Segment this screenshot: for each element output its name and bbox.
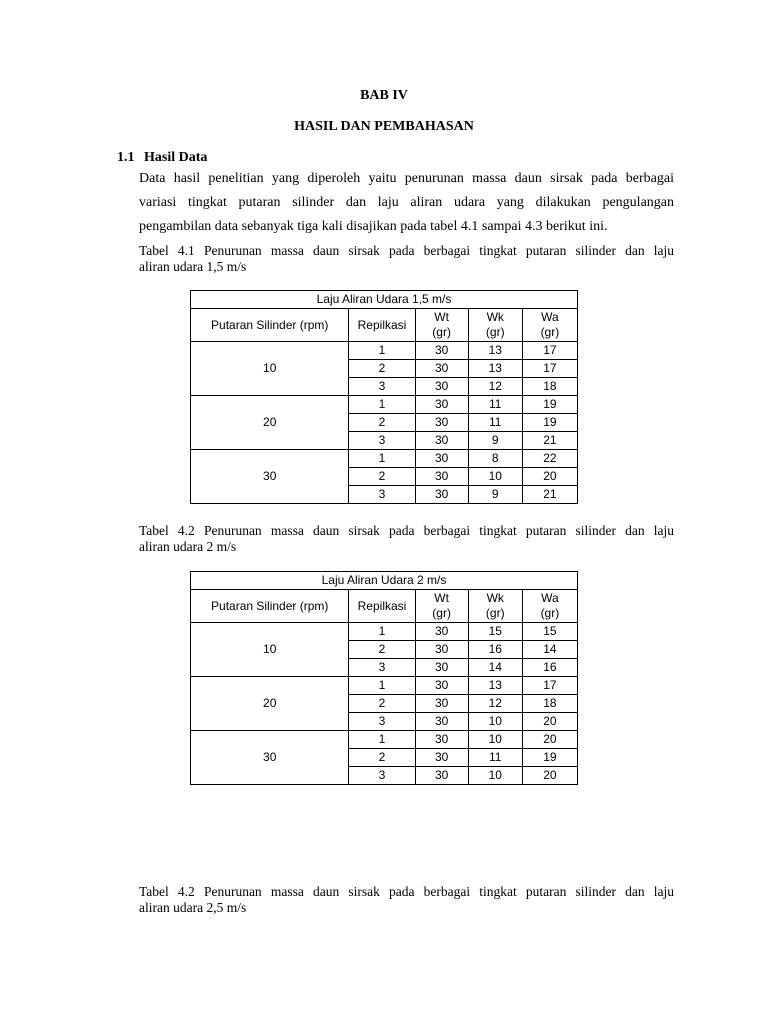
table-row [191, 623, 578, 641]
value-cell: 30 [415, 623, 468, 641]
value-cell: 16 [468, 641, 522, 659]
value-cell: 18 [522, 695, 577, 713]
value-cell: 30 [415, 659, 468, 677]
value-cell: 11 [468, 414, 522, 432]
value-cell: 22 [522, 450, 577, 468]
value-cell: 30 [415, 432, 468, 450]
column-header-wa [522, 590, 577, 623]
table-caption [139, 884, 674, 916]
value-cell: 30 [415, 396, 468, 414]
column-header-wt [415, 309, 468, 342]
table-header-row [191, 309, 578, 342]
value-cell: 30 [415, 342, 468, 360]
header-label: Wa [541, 310, 559, 324]
value-cell: 30 [415, 677, 468, 695]
value-cell: 2 [349, 414, 415, 432]
value-cell: 30 [415, 378, 468, 396]
value-cell: 2 [349, 468, 415, 486]
value-cell: 3 [349, 432, 415, 450]
value-cell: 10 [468, 767, 522, 785]
value-cell: 1 [349, 677, 415, 695]
table-caption [139, 243, 674, 275]
value-cell: 30 [415, 360, 468, 378]
caption-line: Tabel 4.2 Penurunan massa daun sirsak pada berbagai tingkat putaran silinder dan laju [139, 884, 674, 899]
rpm-cell: 30 [191, 450, 349, 504]
value-cell: 19 [522, 396, 577, 414]
column-header-replikasi: Repilkasi [349, 309, 415, 342]
data-table [190, 571, 578, 785]
rpm-cell: 20 [191, 396, 349, 450]
table-header-row [191, 590, 578, 623]
value-cell: 12 [468, 695, 522, 713]
value-cell: 30 [415, 749, 468, 767]
header-label: Wa [541, 591, 559, 605]
header-unit: (gr) [485, 325, 505, 339]
column-header-wk [468, 590, 522, 623]
value-cell: 14 [522, 641, 577, 659]
value-cell: 18 [522, 378, 577, 396]
value-cell: 15 [522, 623, 577, 641]
value-cell: 30 [415, 731, 468, 749]
header-unit: (gr) [432, 325, 451, 339]
column-header-wa [522, 309, 577, 342]
value-cell: 21 [522, 432, 577, 450]
value-cell: 21 [522, 486, 577, 504]
section-number: 1.1 [117, 150, 135, 165]
value-cell: 30 [415, 641, 468, 659]
table-title-row [191, 291, 578, 309]
table-title-row [191, 572, 578, 590]
value-cell: 20 [522, 731, 577, 749]
section-title: Hasil Data [144, 150, 208, 165]
value-cell: 13 [468, 342, 522, 360]
value-cell: 30 [415, 695, 468, 713]
caption-line: aliran udara 2 m/s [139, 539, 237, 554]
value-cell: 30 [415, 450, 468, 468]
value-cell: 8 [468, 450, 522, 468]
column-header-replikasi: Repilkasi [349, 590, 415, 623]
value-cell: 14 [468, 659, 522, 677]
rpm-cell: 30 [191, 731, 349, 785]
table-title: Laju Aliran Udara 2 m/s [191, 572, 578, 590]
value-cell: 30 [415, 767, 468, 785]
data-table [190, 290, 578, 504]
value-cell: 30 [415, 713, 468, 731]
value-cell: 13 [468, 360, 522, 378]
value-cell: 11 [468, 396, 522, 414]
value-cell: 19 [522, 414, 577, 432]
value-cell: 1 [349, 731, 415, 749]
header-label: Wk [486, 591, 504, 605]
table-row [191, 396, 578, 414]
value-cell: 2 [349, 749, 415, 767]
value-cell: 20 [522, 468, 577, 486]
value-cell: 11 [468, 749, 522, 767]
caption-line: Tabel 4.2 Penurunan massa daun sirsak pada berbagai tingkat putaran silinder dan laju [139, 523, 674, 538]
caption-line: aliran udara 2,5 m/s [139, 900, 247, 915]
value-cell: 3 [349, 767, 415, 785]
paragraph-line: Data hasil penelitian yang diperoleh yaitu penurunan massa daun sirsak pada berbagai [139, 171, 674, 186]
value-cell: 1 [349, 450, 415, 468]
value-cell: 13 [468, 677, 522, 695]
value-cell: 2 [349, 695, 415, 713]
value-cell: 3 [349, 659, 415, 677]
table-row [191, 677, 578, 695]
value-cell: 3 [349, 486, 415, 504]
paragraph-line: pengambilan data sebanyak tiga kali disajikan pada tabel 4.1 sampai 4.3 berikut ini. [139, 219, 608, 234]
value-cell: 3 [349, 713, 415, 731]
header-label: Wt [434, 310, 449, 324]
section-heading [117, 150, 207, 166]
value-cell: 20 [522, 713, 577, 731]
value-cell: 10 [468, 468, 522, 486]
table-row [191, 731, 578, 749]
value-cell: 2 [349, 641, 415, 659]
rpm-cell: 10 [191, 623, 349, 677]
caption-line: aliran udara 1,5 m/s [139, 259, 247, 274]
value-cell: 9 [468, 432, 522, 450]
table-title: Laju Aliran Udara 1,5 m/s [191, 291, 578, 309]
caption-line: Tabel 4.1 Penurunan massa daun sirsak pada berbagai tingkat putaran silinder dan laju [139, 243, 674, 258]
header-unit: (gr) [432, 606, 451, 620]
rpm-cell: 20 [191, 677, 349, 731]
value-cell: 17 [522, 677, 577, 695]
value-cell: 1 [349, 396, 415, 414]
value-cell: 20 [522, 767, 577, 785]
paragraph-line: variasi tingkat putaran silinder dan laju aliran udara yang dilakukan pengulangan [139, 195, 674, 210]
column-header-putaran: Putaran Silinder (rpm) [191, 590, 349, 623]
value-cell: 30 [415, 468, 468, 486]
value-cell: 10 [468, 713, 522, 731]
rpm-cell: 10 [191, 342, 349, 396]
value-cell: 3 [349, 378, 415, 396]
header-unit: (gr) [540, 606, 560, 620]
value-cell: 17 [522, 342, 577, 360]
chapter-heading: BAB IV [360, 88, 408, 103]
column-header-putaran: Putaran Silinder (rpm) [191, 309, 349, 342]
header-unit: (gr) [485, 606, 505, 620]
value-cell: 19 [522, 749, 577, 767]
header-label: Wk [486, 310, 504, 324]
value-cell: 9 [468, 486, 522, 504]
value-cell: 15 [468, 623, 522, 641]
table-caption [139, 523, 674, 555]
header-unit: (gr) [540, 325, 560, 339]
table-row [191, 342, 578, 360]
value-cell: 10 [468, 731, 522, 749]
chapter-title: HASIL DAN PEMBAHASAN [294, 119, 474, 134]
value-cell: 1 [349, 342, 415, 360]
column-header-wk [468, 309, 522, 342]
value-cell: 12 [468, 378, 522, 396]
table-row [191, 450, 578, 468]
value-cell: 1 [349, 623, 415, 641]
value-cell: 30 [415, 486, 468, 504]
value-cell: 30 [415, 414, 468, 432]
column-header-wt [415, 590, 468, 623]
value-cell: 17 [522, 360, 577, 378]
value-cell: 16 [522, 659, 577, 677]
value-cell: 2 [349, 360, 415, 378]
header-label: Wt [434, 591, 449, 605]
